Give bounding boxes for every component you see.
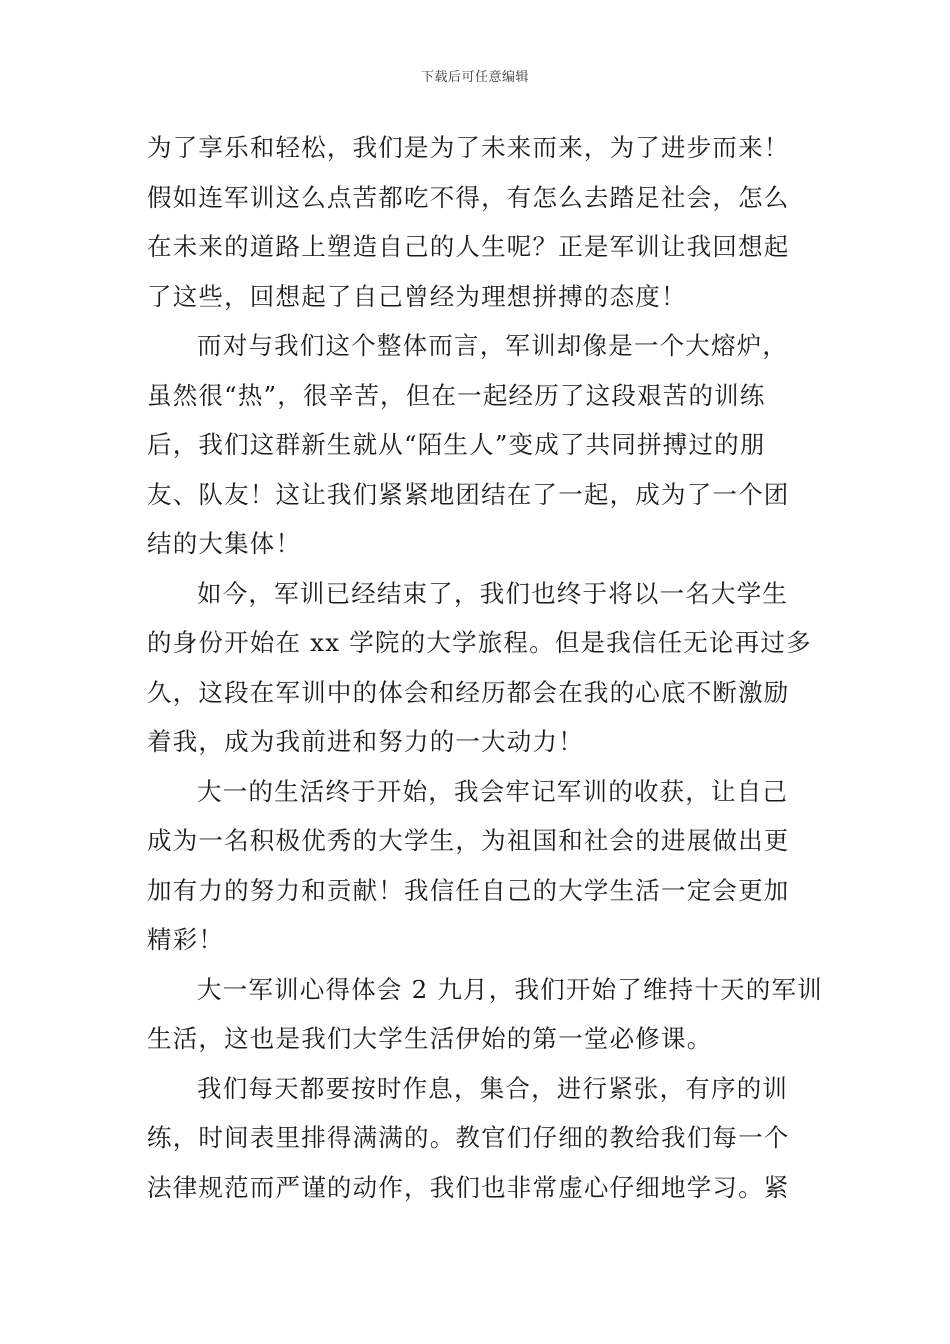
text-line: 练，时间表里排得满满的。教官们仔细的教给我们每一个 [147, 1123, 790, 1152]
text-line: 虽然很“热”，很辛苦，但在一起经历了这段艰苦的训练 [147, 380, 766, 410]
text-line: 如今，军训已经结束了，我们也终于将以一名大学生 [197, 578, 789, 608]
text-line: 大一的生活终于开始，我会牢记军训的收获，让自己 [197, 776, 789, 806]
text-line: 法律规范而严谨的动作，我们也非常虚心仔细地学习。紧 [147, 1172, 790, 1202]
text-line: 精彩！ [147, 925, 225, 954]
text-line: 在未来的道路上塑造自己的人生呢？正是军训让我回想起 [147, 232, 790, 261]
text-line: 的身份开始在 xx 学院的大学旅程。但是我信任无论再过多 [147, 628, 812, 657]
text-line: 为了享乐和轻松，我们是为了未来而来，为了进步而来！ [147, 133, 790, 162]
body-text [147, 123, 823, 1212]
text-line: 了这些，回想起了自己曾经为理想拼搏的态度！ [147, 281, 687, 311]
text-line: 假如连军训这么点苦都吃不得，有怎么去踏足社会，怎么 [147, 182, 790, 212]
text-line: 后，我们这群新生就从“陌生人”变成了共同拼搏过的朋 [147, 430, 766, 459]
text-line: 成为一名积极优秀的大学生，为祖国和社会的进展做出更 [147, 826, 790, 855]
text-line: 久，这段在军训中的体会和经历都会在我的心底不断激励 [147, 677, 790, 707]
text-line: 大一军训心得体会 2 九月，我们开始了维持十天的军训 [197, 974, 823, 1004]
text-line: 着我，成为我前进和努力的一大动力！ [147, 727, 584, 756]
text-line: 我们每天都要按时作息，集合，进行紧张，有序的训 [197, 1073, 789, 1103]
text-line: 生活，这也是我们大学生活伊始的第一堂必修课。 [147, 1024, 713, 1053]
text-line: 加有力的努力和贡献！我信任自己的大学生活一定会更加 [147, 875, 790, 905]
page-header: 下载后可任意编辑 [420, 70, 529, 85]
text-line: 而对与我们这个整体而言，军训却像是一个大熔炉， [197, 331, 789, 360]
text-line: 结的大集体！ [147, 529, 302, 558]
text-line: 友、队友！这让我们紧紧地团结在了一起，成为了一个团 [147, 479, 790, 509]
